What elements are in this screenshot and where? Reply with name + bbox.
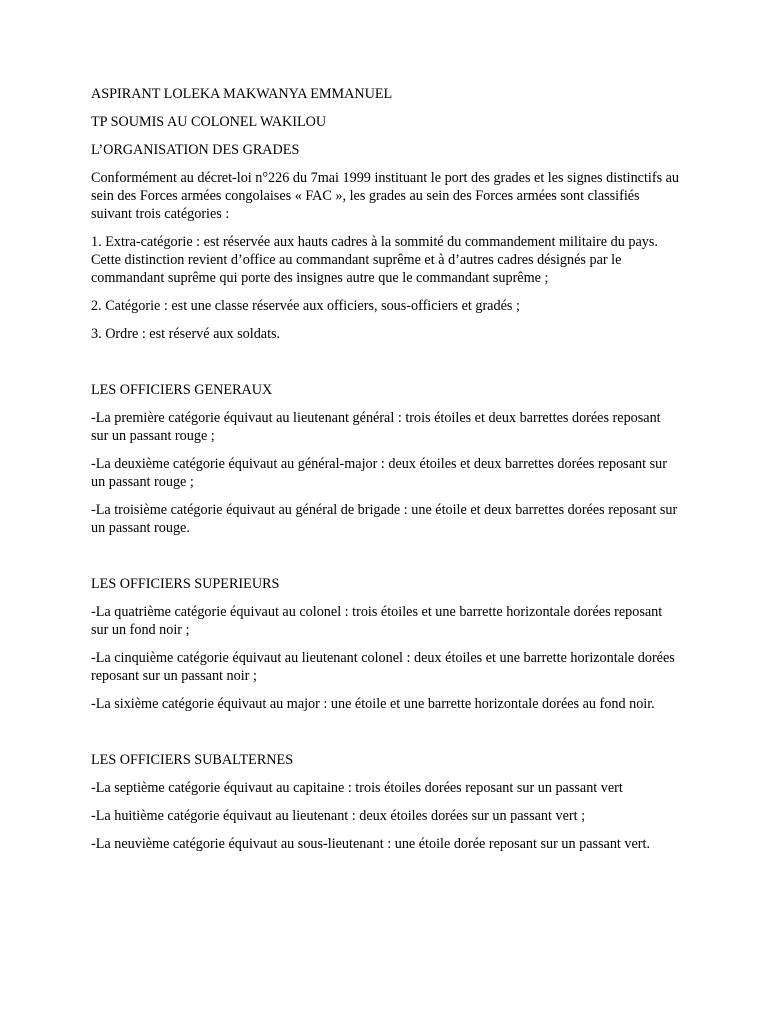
intro-item-categorie: 2. Catégorie : est une classe réservée aux officiers, sous-officiers et gradés ; bbox=[91, 298, 520, 314]
list-item: -La cinquième catégorie équivaut au lieutenant colonel : deux étoiles et une barrette horizontale dorées reposant sur un passant noir ; bbox=[91, 650, 675, 684]
section-heading-officiers-generaux: LES OFFICIERS GENERAUX bbox=[91, 382, 273, 398]
section-heading-officiers-superieurs: LES OFFICIERS SUPERIEURS bbox=[91, 576, 280, 592]
list-item: -La deuxième catégorie équivaut au général-major : deux étoiles et deux barrettes dorées reposant sur un passant rouge ; bbox=[91, 456, 667, 490]
document-title: L’ORGANISATION DES GRADES bbox=[91, 142, 300, 158]
section-heading-officiers-subalternes: LES OFFICIERS SUBALTERNES bbox=[91, 752, 294, 768]
intro-paragraph: Conformément au décret-loi n°226 du 7mai 1999 instituant le port des grades et les signes distinctifs au sein des Forces armées congolaises « FAC », les grades au sein des Forces armées sont classifiés suivant trois catégories : bbox=[91, 170, 680, 222]
intro-item-ordre: 3. Ordre : est réservé aux soldats. bbox=[91, 326, 281, 342]
list-item: -La première catégorie équivaut au lieutenant général : trois étoiles et deux barrettes dorées reposant sur un passant rouge ; bbox=[91, 410, 661, 444]
list-item: -La neuvième catégorie équivaut au sous-lieutenant : une étoile dorée reposant sur un passant vert. bbox=[91, 836, 651, 852]
list-item: -La sixième catégorie équivaut au major : une étoile et une barrette horizontale dorées au fond noir. bbox=[91, 696, 655, 712]
submission-line: TP SOUMIS AU COLONEL WAKILOU bbox=[91, 114, 327, 130]
list-item: -La huitième catégorie équivaut au lieutenant : deux étoiles dorées sur un passant vert ; bbox=[91, 808, 586, 824]
document-body bbox=[91, 85, 681, 863]
list-item: -La septième catégorie équivaut au capitaine : trois étoiles dorées reposant sur un passant vert bbox=[91, 780, 623, 796]
author-line: ASPIRANT LOLEKA MAKWANYA EMMANUEL bbox=[91, 86, 393, 102]
intro-item-extra-categorie: 1. Extra-catégorie : est réservée aux hauts cadres à la sommité du commandement militaire du pays. Cette distinction revient d’office au commandant suprême et à d’autres cadres désignés par le commandant suprême qui porte des insignes autre que le commandant suprême ; bbox=[91, 234, 658, 286]
list-item: -La troisième catégorie équivaut au général de brigade : une étoile et deux barrettes dorées reposant sur un passant rouge. bbox=[91, 502, 678, 536]
list-item: -La quatrième catégorie équivaut au colonel : trois étoiles et une barrette horizontale dorées reposant sur un fond noir ; bbox=[91, 604, 663, 638]
